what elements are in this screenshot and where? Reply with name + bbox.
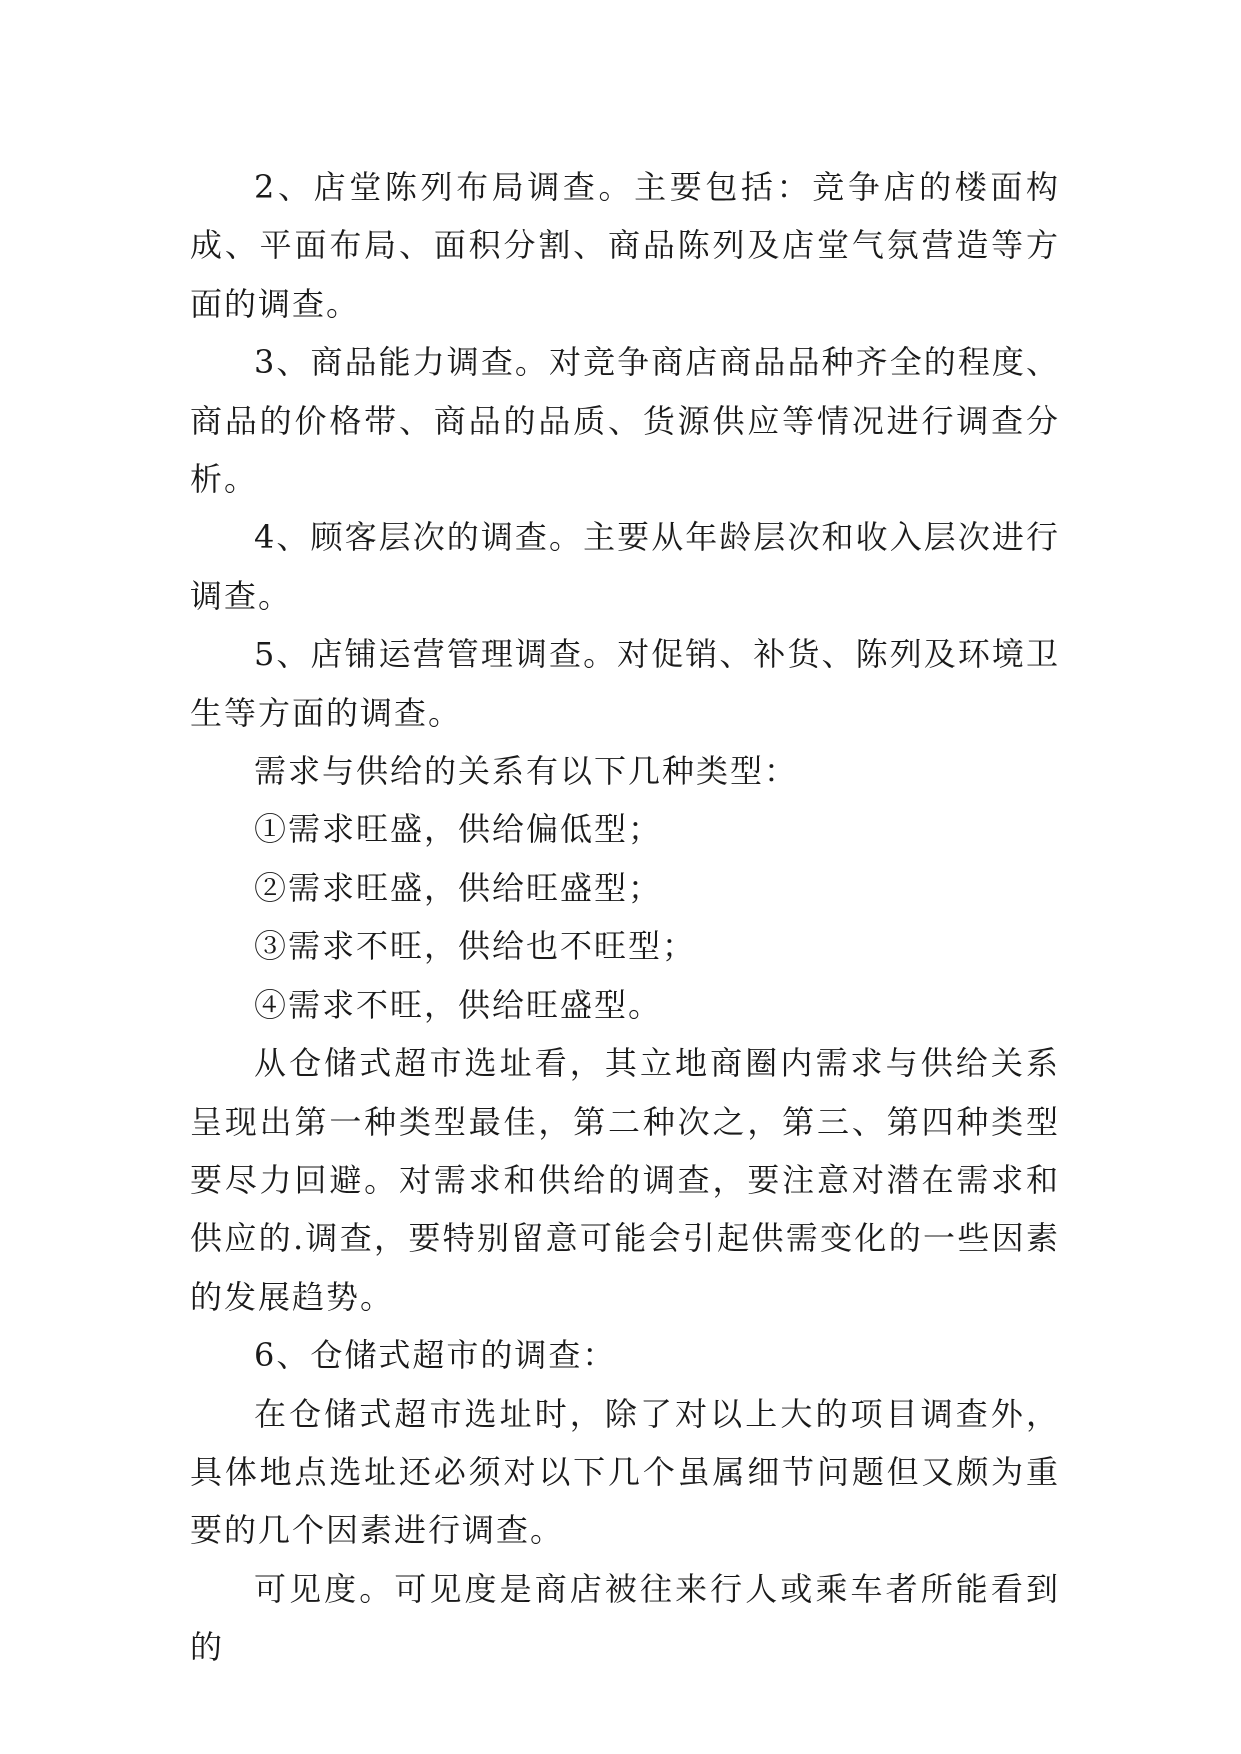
paragraph-operations: 5、店铺运营管理调查。对促销、补货、陈列及环境卫生等方面的调查。 <box>190 635 1060 732</box>
paragraph-site-selection: 从仓储式超市选址看，其立地商圈内需求与供给关系呈现出第一种类型最佳，第二种次之，第三、第四种类型要尽力回避。对需求和供给的调查，要注意对潜在需求和供应的.调查，要特别留意可能会引起供需变化的一些因素的发展趋势。 <box>190 1044 1060 1316</box>
paragraph-customer-level: 4、顾客层次的调查。主要从年龄层次和收入层次进行调查。 <box>190 518 1060 615</box>
document-body <box>190 158 1060 1677</box>
list-item-type-3: ③需求不旺，供给也不旺型； <box>254 927 697 966</box>
paragraph-warehouse-survey-heading: 6、仓储式超市的调查： <box>254 1336 617 1375</box>
paragraph-visibility: 可见度。可见度是商店被往来行人或乘车者所能看到的 <box>190 1569 1060 1667</box>
paragraph-supply-demand-intro: 需求与供给的关系有以下几种类型： <box>254 752 799 791</box>
paragraph-merchandise: 3、商品能力调查。对竞争商店商品品种齐全的程度、商品的价格带、商品的品质、货源供应等情况进行调查分析。 <box>190 343 1060 499</box>
list-item-type-4: ④需求不旺，供给旺盛型。 <box>254 985 663 1024</box>
paragraph-store-layout: 2、店堂陈列布局调查。主要包括：竞争店的楼面构成、平面布局、面积分割、商品陈列及店堂气氛营造等方面的调查。 <box>190 168 1060 323</box>
list-item-type-1: ①需求旺盛，供给偏低型； <box>254 810 663 849</box>
paragraph-site-factors: 在仓储式超市选址时，除了对以上大的项目调查外，具体地点选址还必须对以下几个虽属细节问题但又颇为重要的几个因素进行调查。 <box>190 1394 1060 1550</box>
list-item-type-2: ②需求旺盛，供给旺盛型； <box>254 868 663 907</box>
